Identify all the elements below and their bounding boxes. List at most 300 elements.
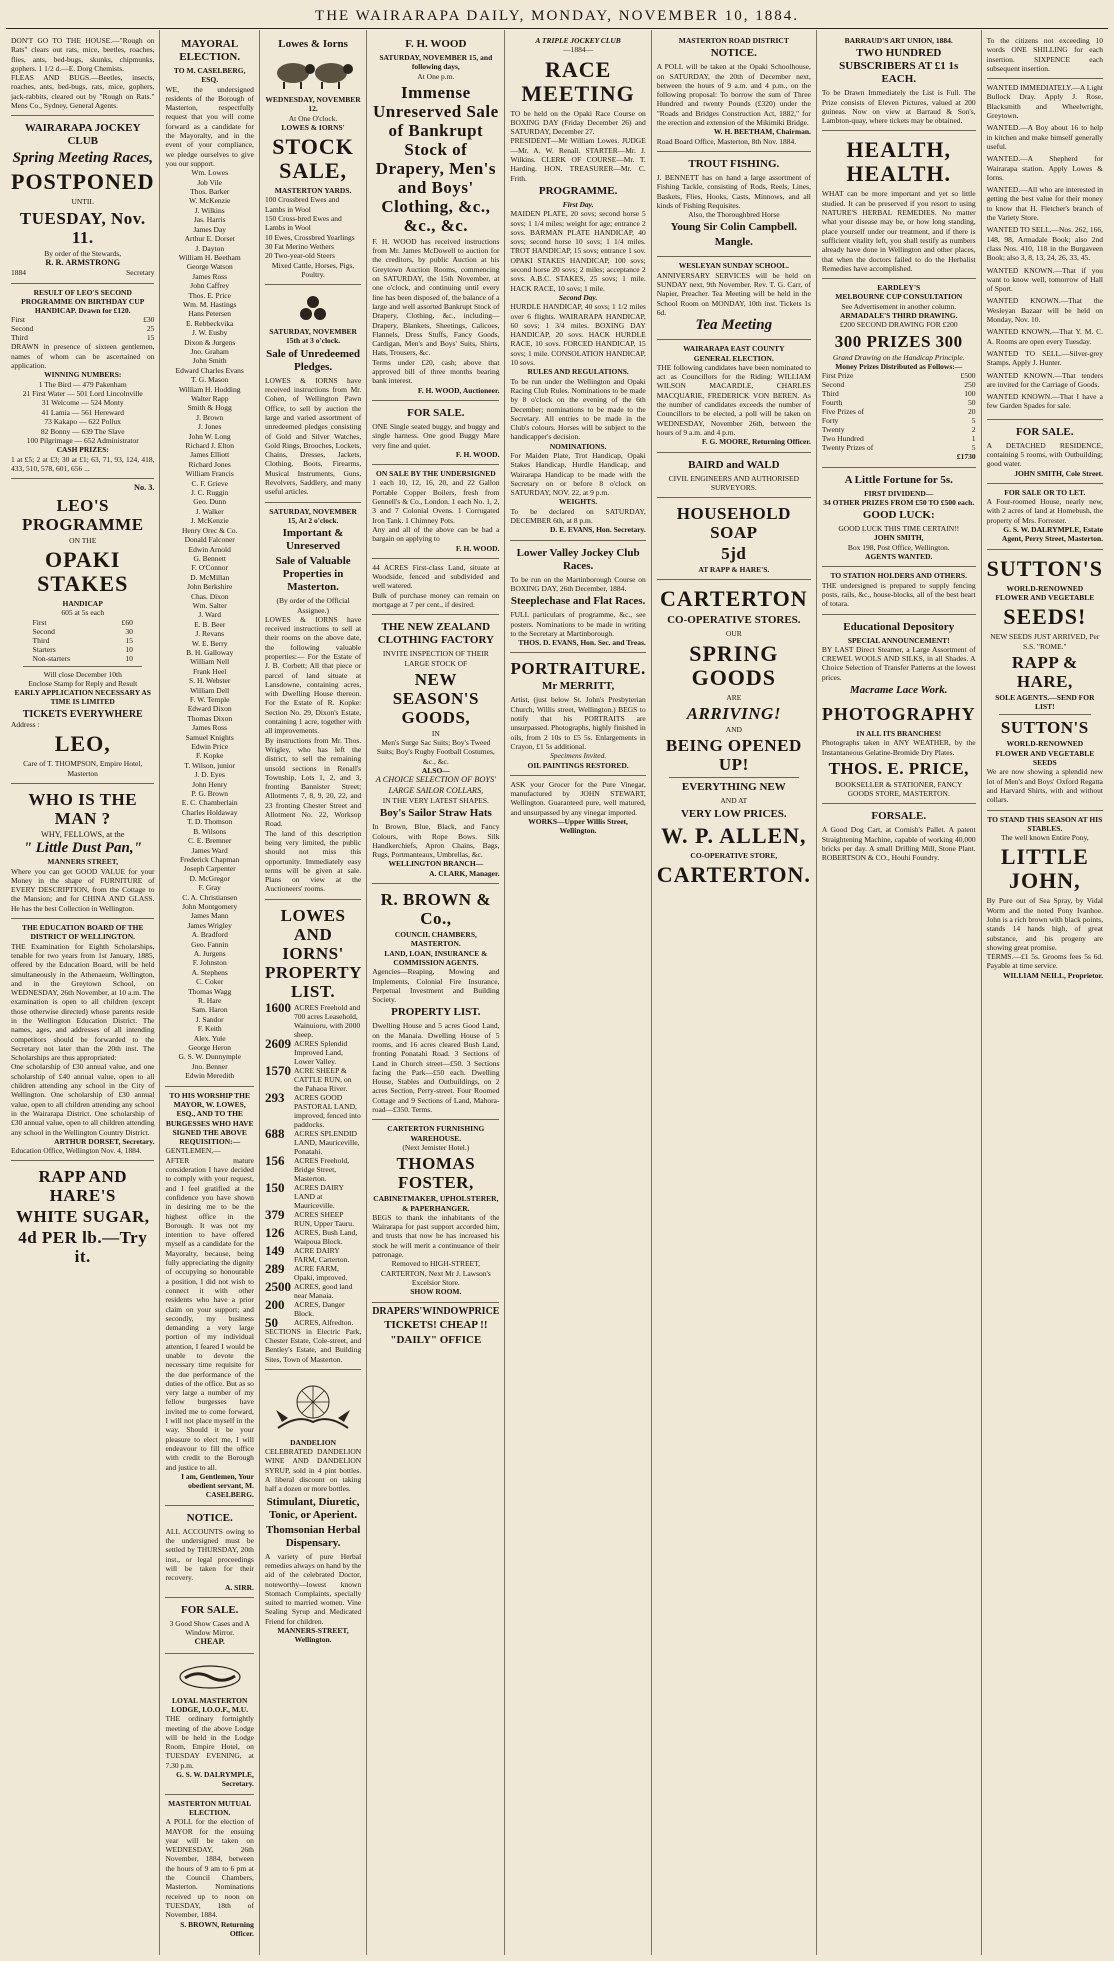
spring-meeting: Spring Meeting Races, [12,150,153,167]
east-county-sign: F. G. MOORE, Returning Officer. [701,437,811,447]
wellington-branch: WELLINGTON BRANCH— [388,859,484,869]
race-sign: D. E. EVANS, Hon. Secretary. [549,525,646,535]
forsale-heading: FORSALE. [871,810,927,823]
coop-stores: CO-OPERATIVE STORES. [667,614,801,627]
divider [669,777,799,778]
notice-body: ALL ACCOUNTS owing to the undersigned must be settled by THURSDAY, 20th inst., or legal proceedings will be taken for their recovery. [165,1526,254,1583]
table-row [265,1039,361,1066]
signatory-name: J. Dayton [195,243,225,253]
armadale-body: £200 SECOND DRAWING FOR £200 [839,320,958,330]
acreage: 2609 [264,1035,291,1051]
to-caselberg: TO M. CASELBERG, ESQ. [173,66,246,85]
road-board-heading: MASTERTON ROAD DISTRICT [678,36,789,45]
price-sub: BOOKSELLER & STATIONER, FANCY GOODS STORE, MASTERTON. [835,779,963,799]
table-row: Third 15 [32,635,133,645]
dandelion-label: DANDELION [290,1437,336,1447]
trout-body: J. BENNETT has on hand a large assortment of Fishing Tackle, consisting of Rods, Reels, Lines, Baskets, Flies, Hooks, Casts, Minnows, and all kinds of Fishing Requisites. [656,172,811,210]
world-renowned: WORLD-RENOWNED [1006,583,1084,593]
restored-text: OIL PAINTINGS RESTORED. [527,760,629,770]
tickets-ad [372,1303,499,1354]
on-the: ON THE [69,535,97,545]
bankrupt-body: F. H. WOOD has received instructions from Mr. James McDowell to auction for the creditors, by public Auction at his Greytown Auction Rooms, commencing on SATURDAY, the 15th November, at one o'clock, and continuing until every line has been disposed of, the balance of a large and well assorted Bankrupt Stock of Drapery, Clothing, &c., including— Drapery, Blankets, Sheetings, Calicoes, Flannels, Dress Stuffs, Fancy Goods, Cardigan, Men's and Boys' Suits, Shirts, Hats, Trousers, &c. [372,236,500,358]
terms-text: TERMS.—£1 5s. Grooms fees 5s 6d. Payable at time service. [986,952,1103,971]
bulk-text: Bulk of purchase money can remain on mortgage at 7 per cent., if desired. [372,590,500,609]
lower-valley-body: To be run on the Martinborough Course on BOXING DAY, 26th December, 1884. [510,574,646,593]
signatory-name: James Ross [192,271,228,281]
flower-vegetable-2: FLOWER AND VEGETABLE SEEDS [995,748,1095,768]
signatory-name: A. Stephens [191,967,228,977]
dandelion-illustration-icon [268,1378,358,1434]
clark-sign: A. CLARK, Manager. [429,868,500,878]
road-notice: NOTICE. [710,47,757,60]
reply-body: AFTER mature consideration I have decided to comply with your request, and I feel gratified at the confidence you have shown in desiring me to be the highest office in the Borough. It was not my intention to have offered myself as a candidate for the Mayoralty, because, being fully appreciating the dignity of occupying so honourable a position, I did not wish to connect it with other residents who have a prior claim on your support; and secondly, my business demanding a very large portion of my individual attention, I feared I would be unable to devote the necessary time requisite for the due performance of the duties of the office. But as so very large a number of my fellow burgesses have invited me to come forward, I will not place myself in the way. Should it be your pleasure to elect me, I will endeavour to fill the office with credit to the Borough and justice to all. [165,1155,254,1472]
land-agents: LAND, LOAN, INSURANCE & COMMISSION AGENTS. [384,948,488,967]
prize-amount: 250 [964,380,976,390]
baird-wald-ad [657,453,811,499]
wanted-item: WANTED TO SELL.—Silver-grey Stamps, Apply J. Hunter. [986,348,1103,368]
to-let-body: A Four-roomed House, nearly new, with 2 acres of land at Homebush, the property of Mrs. Forrester. [986,497,1103,525]
signatory-name: John Montgomery [182,901,238,911]
wanted-ads [987,79,1103,420]
carterton-heading: CARTERTON [660,586,808,612]
table-row [265,1318,361,1327]
race-meeting-heading: RACE MEETING [521,56,635,106]
spring-goods: SPRING GOODS [689,640,779,690]
table-row [822,407,976,416]
tickets-note: TICKETS EVERYWHERE [22,708,143,720]
sugar-ad [11,1161,154,1273]
signatory-name: J. W. Eusby [191,328,228,338]
cash-heading: CASH PRIZES: [56,445,109,455]
programme-number: No. 3. [133,483,155,493]
consultation-ad [822,279,976,467]
early-note: EARLY APPLICATION NECESSARY AS TIME IS LIMITED [14,688,151,707]
signatory-name: C. F. Grieve [191,478,228,488]
furnishing-sub: (Next Jemister Hotel.) [402,1142,470,1152]
year: 1884 [11,268,26,278]
macrame: Macrame Lace Work. [849,683,948,696]
table-row: Non-starters 10 [32,653,133,663]
leo-result-ad [11,284,154,480]
agents-wanted: AGENTS WANTED. [865,552,933,562]
brown-plist-heading: PROPERTY LIST. [391,1006,481,1019]
also-label: ALSO— [421,766,450,776]
signatory-name: Frank Heel [192,666,227,676]
signatory-name: R. Hare [198,996,222,1006]
trout-heading: TROUT FISHING. [688,157,780,170]
acreage: 379 [264,1206,285,1222]
signatory-name: J. Sandor [195,1014,224,1024]
suttons-heading: SUTTON'S [986,555,1103,581]
show-room: SHOW ROOM. [410,1287,462,1297]
weights-heading: WEIGHTS. [559,497,598,507]
signatory-name: Dixon & Jurgens [184,337,236,347]
subscribers: TWO HUNDRED SUBSCRIBERS AT £1 1s EACH. [839,47,959,86]
steeplechase-sign: THOS. D. EVANS, Hon. Sec. and Treas. [518,638,646,648]
prize-money-table [822,371,976,452]
signatory-name: J. Ward [198,610,221,620]
requisition-body: WE, the undersigned residents of the Borough of Masterton, respectfully request that you will come forward as a candidate for the Mayoralty, and in the event of your compliance, we pledge ourselves to give you our support. [165,84,254,168]
mixed-stock: Mixed Cattle, Horses, Pigs, Poultry. [271,260,355,279]
stock-sale-heading: STOCK SALE, [272,134,354,184]
signatory-name: William H. Hodding [178,384,241,394]
prize-amount: 2 [971,425,976,435]
vinegar-ad [510,776,645,841]
signatory-name: J. Revans [195,629,225,639]
photography-heading: PHOTOGRAPHY [821,703,976,724]
list-item: 1 The Bird — 479 Pakenham [38,379,127,389]
mayoral-requisition [165,32,253,1087]
acres-text: 44 ACRES First-class Land, situate at Woodside, fenced and subdivided and well watered. [372,562,500,591]
signatory-name: Wm. Lowes [191,168,229,178]
for-sale-items: 3 Good Show Cases and A Window Mirror. [169,1618,250,1638]
table-row [265,1300,361,1318]
property-description: ACRES SPLENDID LAND, Mauriceville, Ponatahi. [293,1128,360,1156]
and-label: AND [725,724,742,734]
seeds-heading: SEEDS! [1003,604,1087,630]
signatory-name: Jno. Benner [191,1061,228,1071]
stock-item: 100 Crossbred Ewes and Lambs in Wool [264,195,340,214]
mangle-label: Mangle. [714,236,753,249]
property-list-table [264,999,361,1330]
signatory-name: Walter Rapp [190,394,229,404]
signatory-name: James Wrigley [187,920,232,930]
opaki-sub: 605 at 5s each [61,608,105,618]
signatory-name: Alex. Yule [193,1033,226,1043]
lower-valley-ad [510,541,645,654]
sole-agents: SOLE AGENTS.—SEND FOR LIST! [995,692,1095,712]
table-row [822,443,976,452]
jockey-club-ad [11,116,154,283]
signatory-name: T. D. Thomson [187,817,233,827]
signatory-name: John W. Long [188,431,231,441]
steeplechase-body: FULL particulars of programme, &c., see posters. Nominations to be made in writing to the Secretary at Martinborough. [510,610,646,638]
for-sale-heading: FOR SALE. [180,1603,239,1616]
steeplechase-heading: Steeplechase and Flat Races. [510,595,646,608]
table-row [265,1066,361,1093]
close-date: Will close December 10th [43,669,122,679]
signatory-name: F. Keith [197,1024,222,1034]
bankrupt-stock-ad [372,32,499,401]
soap-ad [657,498,811,580]
signatory-name: J. Brown [196,412,224,422]
signatory-name: Thos. Barker [190,187,230,197]
signatory-name: George Watson [186,262,233,272]
rapp-hare-agents: RAPP & HARE, [1011,652,1078,691]
general-election: GENERAL ELECTION. [693,353,774,363]
signatory-name: Edwin Meredith [185,1071,235,1081]
notice-ad [165,1506,253,1598]
race-officials: PRESIDENT—Mr William Lowes. JUDGE—Mr. A. W. Renall. STARTER—Mr. J. Wilkins. CLERK OF COURSE—Mr. T. Harding. HON. TREASURER—Mr. C. Frith. [510,136,646,183]
white-sugar: WHITE SUGAR, [15,1207,150,1227]
signatory-name: Arthur E. Dorset [184,234,235,244]
properties-body-3: The land of this description being very limited, the public should not miss this opportunity. Immediately easy terms will be given at sale. Plans on view at the Auctioneers' rooms. [264,828,362,894]
signatory-name: T. Wilson, junior [184,760,236,770]
signatory-name: Richard Jones [188,459,231,469]
signatory-name: James Mann [190,911,229,921]
depository-body: BY LAST Direct Steamer, a Large Assortment of CREWEL WOOLS AND SILKS, in all Shades. A Choice Selection of Transfer Patterns at the lowest prices. [821,644,976,682]
to-let-sign: G. S. W. DALRYMPLE, Estate Agent, Perry Street, Masterton. [1001,525,1103,544]
allen-name: W. P. ALLEN, [661,822,807,848]
price-label: PRICE [468,1305,500,1317]
column-5 [505,30,651,1955]
sections-text: SECTIONS in Electric Park, Chester Estate, Cole-street, and Bentley's Estate, and Building Sites, Town of Masterton. [264,1326,362,1364]
day2-events: HURDLE HANDICAP, 40 sovs; 1 1/2 miles over 6 flights. WAIRARAPA HANDICAP, 60 sovs; 1 3/4 miles. BOXING DAY HANDICAP, 20 sovs. HACK HURDLE RACE, 10 sovs. FORCED HANDICAP, 15 sovs; 1 mile. CONSOLATION HANDICAP, 10 sovs. [510,302,646,368]
flower-vegetable: FLOWER AND VEGETABLE [995,592,1095,602]
mayoral-heading: MAYORAL ELECTION. [179,38,241,63]
jockey-club-heading: A TRIPLE JOCKEY CLUB [535,36,621,45]
signatory-name: E. C. Chamberlain [181,798,238,808]
list-item: 31 Welcome — 524 Monty [41,398,124,408]
merritt-name: Mr MERRITT, [541,680,615,693]
classified-rates [987,32,1103,79]
choice-text: A CHOICE SELECTION OF BOYS' LARGE SAILOR COLLARS, [375,775,496,795]
young-sir-colin: Young Sir Colin Campbell. [670,221,797,234]
signatory-name: William Nell [190,657,230,667]
signatory-name: C. E. Bremner [188,836,232,846]
good-luck: GOOD LUCK: [862,509,935,522]
column-6 [652,30,817,1955]
buggy-ad [372,401,499,465]
stamps-note: Enclose Stamp for Reply and Result [28,678,138,688]
east-county-body: THE following candidates have been nominated to act as Councillors for the Riding: WILLIAM WILSON MACARDLE, CHARLES MACQUARIE, FREDERICK VON BEREN. As the number of candidates exceeds the number of Councillors to be elected, a poll will be taken on WEDNESDAY, November 26th, between the hours of 9 a.m. and 4 p.m. [656,362,811,437]
grand-drawing: Grand Drawing on the Handicap Principle. [832,352,965,362]
acreage: 289 [264,1260,285,1276]
stock-item: 30 Fat Merino Wethers [264,241,334,251]
east-county-ad [657,340,811,452]
signatory-name: B. H. Galloway [186,647,234,657]
rates-text: To the citizens not exceeding 10 words ONE SHILLING for each insertion. SIXPENCE each subsequent insertion. [986,36,1103,73]
signatory-name: E. B. Beer [194,619,226,629]
new-season-heading: NEW SEASON'S GOODS, [392,669,479,727]
other-prizes: 34 OTHER PRIZES FROM £50 TO £500 each. [823,497,975,507]
stock-item: 10 Ewes, Crossbred Yearlings [264,232,355,242]
wesleyan-heading: WESLEYAN SUNDAY SCHOOL. [678,261,789,271]
soap-price: 5jd [721,544,747,564]
pledge-heading: Sale of Unredeemed Pledges. [266,347,361,373]
wanted-item: WANTED KNOWN.—That I have a few Garden Spades for sale. [986,392,1103,411]
are-label: ARE [726,692,742,702]
latest-text: IN THE VERY LATEST SHAPES. [382,795,489,805]
signatory-name: G. S. W. Dunnymple [178,1052,241,1062]
acreage: 50 [264,1314,278,1330]
thomsonian-heading: Thomsonian Herbal Dispensary. [265,1523,361,1549]
world-renowned-2: WORLD-RENOWNED [1006,739,1084,749]
rules-body: To be run under the Wellington and Opaki Racing Club Rules. Nominations to be made by 8 o'clock on the evening of the 6th December; nominations to be made to the Secretary. All entries to be made in the Club's colours. Horses will be subject to the handicapper's decision. [510,376,646,442]
being-opened: BEING OPENED UP! [665,736,802,775]
shirts-text: We are now showing a splendid new lot of Men's and Boys' Oxford Regatta and Harvard Shirts, with and without collars. [986,767,1103,805]
wanted-item: WANTED.—A Shepherd for Wairarapa station. Apply Lowes & Iorns. [986,154,1103,182]
invite-text: INVITE INSPECTION OF THEIR LARGE STOCK OF [382,649,489,668]
prize-total: £1730 [956,452,976,462]
signatory-name: F. Johnston [192,958,227,968]
signatory-name: Joseph Carpenter [183,864,236,874]
education-board-ad [11,919,154,1161]
merritt-body: Artist, (just below St. John's Presbyterian Church, Willis street, Wellington.) BEGS to notify that his PORTRAITS are unsurpassed. Photographs, highly finished in oils, from 2 10s to £5 5s. Enlargements in Crayon, £1 5s additional. [510,695,646,751]
prize-label: Five Prizes of [821,407,865,417]
property-list-heading: LOWES AND IORNS' PROPERTY LIST. [264,905,362,1001]
signatory-name: Edward Charles Evans [175,365,244,375]
prize-amount: 1 [971,434,976,444]
signatory-name: B. Wilsons [193,826,227,836]
cash-text: 1 at £5; 2 at £3; 30 at £1; 63, 71, 93, 124, 418, 433, 510, 578, 601, 656 ... [11,454,155,474]
stand-heading: TO STAND THIS SEASON AT HIS STABLES. [987,814,1103,833]
vinegar-body: ASK your Grocer for the Pure Vinegar, manufactured by JOHN STEWART, Wellington. Guaranteed pure, well matured, and unsurpassed by any vinegar imported. [510,779,646,817]
sign-row [11,268,154,277]
to-let-ad [987,484,1103,550]
nominations-body: For Maiden Plate, Trot Handicap, Opaki Stakes Handicap, Hurdle Handicap, and Wairarapa Handicap to be made with the Secretary on or before 8 o'clock on SATURDAY, NOV. 22, at 9 p.m. [510,450,646,498]
residence-heading: FOR SALE. [1016,425,1074,438]
property-list-ad [265,900,361,1370]
prize-label: Two Hundred [821,434,864,444]
signatory-name: James Day [193,224,227,234]
nz-items: Men's Surge Sac Suits; Boy's Tweed Suits; Boy's Rugby Football Costumes, &c., &c. [376,738,495,766]
household-soap: HOUSEHOLD SOAP [676,504,791,543]
signatory-name: James Ross [192,723,228,733]
signatory-name: J. Jones [198,422,222,432]
little-fortune: A Little Fortune for 5s. [844,473,953,486]
wanted-item: WANTED KNOWN.—That tenders are invited for the Carriage of Goods. [986,370,1103,389]
thomsonian-body: A variety of pure Herbal remedies always on hand by the aid of the celebrated Doctor, noteworthy—lowest known Stomach Complaints, specially suited to married women. Vine Sealing Syrup and Medicated Friend for children. [264,1551,362,1626]
columns [6,30,1108,1955]
stimulant-heading: Stimulant, Diuretic, Tonic, or Aperient. [266,1495,360,1521]
carterton-footer: CARTERTON. [656,861,811,887]
special-announcement: SPECIAL ANNOUNCEMENT! [847,635,950,645]
acreage: 688 [264,1125,285,1141]
signatory-name: Smith & Hogg [187,403,232,413]
edu-sign: ARTHUR DORSET, Secretary. [54,1136,155,1146]
signatory-name: John Berkshire [187,582,233,592]
art-union-heading: BARRAUD'S ART UNION, 1884. [844,36,953,45]
rapp-hare: RAPP AND HARE'S [38,1167,127,1206]
column-1 [6,30,160,1955]
signatory-name: W. E. Berry [191,638,228,648]
brown-plist-body: Dwelling House and 5 acres Good Land, on the Manaia. Dwelling House of 5 rooms, and 16 acres cleared Bush Land, fronting Ponatahi Road. 3 Sections of Land in Church street—£50. 3 Sections facing the Park—£50 each. Dwelling House, Stables and Outbuildings, on 2 acres Section, Perry-street. Four Roomed Cottage and 9 Sections of Land, Mahora-road—£350. Terms. [372,1021,500,1115]
election-body: A POLL for the election of MAYOR for the ensuing year will be taken on WEDNESDAY, 26th November, 1884, between the hours of 9 am to 6 pm at the Council Chambers, Masterton. Nominations received up to noon on TUESDAY, 18th of November, 1884. [165,1817,254,1920]
signatory-name: Geo. Fannin [191,939,229,949]
signatory-name: F. Kopke [196,751,224,761]
acreage: 1600 [264,999,291,1015]
divider [23,666,142,667]
educational-heading: Educational Depository [843,620,955,633]
money-heading: Money Prizes Distributed as Follows:— [835,361,963,371]
low-prices: VERY LOW PRICES. [680,807,787,820]
foster-body: BEGS to thank the inhabitants of the Wairarapa for past support accorded him, and trusts that now he has increased his stock he will merit a continuance of their patronage. [372,1212,500,1260]
forsale-body: A Good Dog Cart, at Cornish's Pallet. A patent Straightening Machine, capable of working 40,000 bricks per day. A small Drilling Mill, Stone Plant. ROBERTSON & CO., Houhi Foundry. [821,825,976,863]
arriving: ARRIVING! [686,703,781,723]
properties-body-2: By instructions from Mr. Thos. Wrigley, who has left the district, to sell the remaining unsold sections in Renall's Township, Lots 1, 2, and 3, fronting Bannister Street; Allotments 7, 8, 9, 20, 22, and 23 fronting Chester Street and Allotment No. 22, Worksop Road. [264,735,362,829]
lodge-heading: LOYAL MASTERTON LODGE, I.O.O.F., M.U. [171,1695,249,1714]
column-2 [160,30,259,1955]
table-row [265,1129,361,1156]
engineers-text: CIVIL ENGINEERS AND AUTHORISED SURVEYORS. [668,473,799,492]
art-union-ad [822,32,976,131]
specimens-text: Specimens Invited. [549,751,607,761]
signatory-name: J. Walker [195,506,224,516]
photography-sub: IN ALL ITS BRANCHES! [856,728,942,738]
prize-label: First Prize [821,371,854,381]
race-date: TUESDAY, Nov. 11. [19,208,146,247]
stock-item: 150 Cross-bred Ewes and Lambs in Wool [264,214,342,233]
handshake-emblem-icon [175,1662,245,1692]
signatory-name: Charles Holdaway [181,807,238,817]
property-description: ACRE SHEEP & CATTLE RUN, on the Pahaoa River. [293,1065,352,1093]
prize-amount: £500 [960,371,976,381]
show-cases-ad [165,1598,253,1654]
photography-body: Photographs taken in ANY WEATHER, by the Instantaneous Gelatine-Bromide Dry Plates. [821,738,976,757]
on-sale-items: 1 each 10, 12, 16, 20, and 22 Gallon Portable Copper Boilers, fresh from Gennell's & Co., London. 1 each No. 1, 2, 3 and 7 Colonial Ovens. 1 Corrugated Iron Tank. 1 Chimney Pots. [372,478,500,525]
portraiture-heading: PORTRAITURE. [510,659,646,679]
suttons-heading-2: SUTTON'S [1000,718,1089,738]
prize-amount: 5 [971,443,976,453]
club-name: WAIRARAPA JOCKEY CLUB [24,122,141,148]
signatory-name: C. Coker [196,977,224,987]
baird-wald-heading: BAIRD and WALD [688,458,780,471]
election-heading: MASTERTON MUTUAL ELECTION. [168,1798,252,1817]
buggy-body: ONE Single seated buggy, and buggy and single harness. One good Buggy Mare very fine and quiet. [372,421,500,450]
prize-label: Twenty [821,425,845,435]
signatory-name: Geo. Dunn [193,497,227,507]
second-day: Second Day. [558,292,598,302]
election-sign: S. BROWN, Returning Officer. [180,1919,254,1938]
table-row: Second 30 [32,626,133,636]
table-row [822,371,976,380]
table-row: Second 25 [11,324,155,334]
postponed-heading: POSTPONED [11,169,155,195]
signatory-name: A. Jurgens [193,948,226,958]
bankrupt-sign: F. H. WOOD, Auctioneer. [417,385,500,395]
acreage: 149 [264,1242,285,1258]
in-label: IN [431,728,440,738]
opaki-prize-table [33,618,133,663]
nz-heading: THE NEW ZEALAND CLOTHING FACTORY [377,621,494,647]
signatory-name: Donald Falconer [184,535,235,545]
signatory-name: John Smith [192,356,227,366]
box-address: Box 198, Post Office, Wellington. [847,542,950,552]
forsale-machinery-ad [822,804,976,867]
dust-pan-name: " Little Dust Pan," [23,840,142,857]
john-smith: JOHN SMITH, [873,533,924,543]
manners-street: MANNERS STREET, [47,857,119,867]
mayor-reply [165,1087,253,1506]
programme-heading: PROGRAMME. [538,184,618,197]
dust-pan-ad [11,784,154,919]
health-heading: HEALTH, HEALTH. [846,137,952,187]
signatory-name: J. D. Eyes [194,770,225,780]
pledges-ad [265,285,361,502]
divider [999,714,1091,715]
station-heading: TO STATION HOLDERS AND OTHERS. [830,571,967,581]
on-sale-heading: ON SALE BY THE UNDERSIGNED [376,469,496,479]
health-body: WHAT can be more important and yet so little studied. It can be preserved if you resort to using NATURE'S HERBAL REMEDIES. No matter what your disease may be, or how long standing, place yourself under our treatment, and if there is sufficient vitality left, you shall testify as numbers already have done in Wellington and other places, that when the doctors failed to do the Herbalist Remedies have accomplished. [821,189,976,273]
signatory-name: A. Bradford [191,930,228,940]
signatory-name: S. H. Webster [189,676,231,686]
race-meeting-ad [510,32,645,541]
trout-ad [657,152,811,257]
signatory-name: J. Wilkins [194,205,225,215]
pledge-body: LOWES & IORNS have received instructions from Mr. Cohen, of Wellington Pawn Office, to sell by auction the large and varied assortment of unredeemed pledges consisting of Gold and Silver Watches, Gold Rings, Brooches, Lockets, Chains, Dresses, Jackets, Clothing, Boots, Firearms, Musical Instruments, Guns, Revolvers, Saddlery, and many useful articles. [264,375,362,497]
consultation-sub: See Advertisement in another column. [841,301,957,311]
leo-name: LEO, [54,731,111,757]
brown-co-ad [372,884,499,1120]
first-day: First Day. [562,199,594,209]
tickets-cheap: TICKETS! CHEAP !! [384,1318,488,1331]
property-description: ACRES, Danger Block. [293,1299,345,1318]
assignee-order: (By order of the Official Assignee.) [276,596,350,615]
prize-label: Third [821,389,839,399]
everything-new: EVERYTHING NEW [681,781,786,794]
signatory-name: William H. Beetham [178,252,241,262]
